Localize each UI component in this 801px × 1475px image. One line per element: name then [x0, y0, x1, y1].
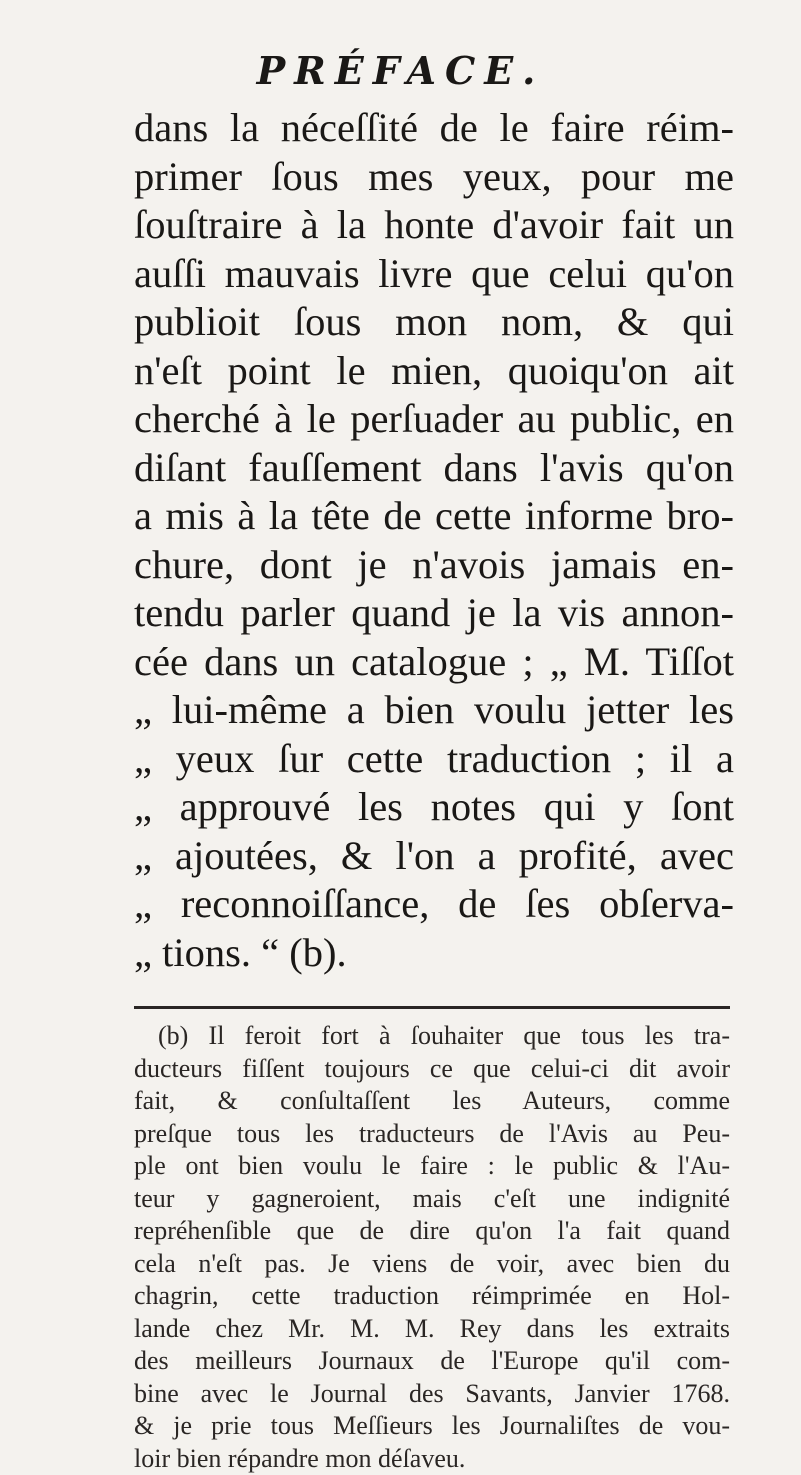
footnote-line: ple ont bien voulu le faire : le public & l'Au-	[134, 1150, 730, 1183]
main-line: „ lui-même a bien voulu jetter les	[134, 686, 734, 735]
main-line: cée dans un catalogue ; „ M. Tiſſot	[134, 638, 734, 687]
main-line: „ approuvé les notes qui y ſont	[134, 783, 734, 832]
main-line: chure, dont je n'avois jamais en-	[134, 541, 734, 590]
main-line: n'eſt point le mien, quoiqu'on ait	[134, 347, 734, 396]
footnote-line: fait, & conſultaſſent les Auteurs, comme	[134, 1085, 730, 1118]
main-line: primer ſous mes yeux, pour me	[134, 153, 734, 202]
main-line: cherché à le perſuader au public, en	[134, 395, 734, 444]
footnote-block	[134, 1020, 730, 1475]
footnote-line: loir bien répandre mon déſaveu.	[134, 1443, 730, 1475]
main-text-block	[134, 104, 734, 977]
footnote-line: cela n'eſt pas. Je viens de voir, avec bien du	[134, 1248, 730, 1281]
footnote-line: chagrin, cette traduction réimprimée en Hol-	[134, 1280, 730, 1313]
main-line: dans la néceſſité de le faire réim-	[134, 104, 734, 153]
footnote-line: lande chez Mr. M. M. Rey dans les extraits	[134, 1313, 730, 1346]
main-line: „ yeux ſur cette traduction ; il a	[134, 735, 734, 784]
footnote-separator-rule	[134, 1006, 730, 1009]
main-line: auſſi mauvais livre que celui qu'on	[134, 250, 734, 299]
footnote-line: preſque tous les traducteurs de l'Avis au Peu-	[134, 1118, 730, 1151]
main-line: diſant fauſſement dans l'avis qu'on	[134, 444, 734, 493]
footnote-line: & je prie tous Meſſieurs les Journaliſtes de vou-	[134, 1410, 730, 1443]
footnote-line: (b) Il feroit fort à ſouhaiter que tous les tra-	[134, 1020, 730, 1053]
main-line: ſouſtraire à la honte d'avoir fait un	[134, 201, 734, 250]
main-line: a mis à la tête de cette informe bro-	[134, 492, 734, 541]
main-line: tendu parler quand je la vis annon-	[134, 589, 734, 638]
main-line: „ ajoutées, & l'on a profité, avec	[134, 832, 734, 881]
footnote-line: ducteurs fiſſent toujours ce que celui-ci dit avoir	[134, 1053, 730, 1086]
footnote-line: des meilleurs Journaux de l'Europe qu'il com-	[134, 1345, 730, 1378]
main-line: publioit ſous mon nom, & qui	[134, 298, 734, 347]
running-header: PRÉFACE.	[0, 48, 801, 93]
main-line: „ tions. “ (b).	[134, 929, 734, 978]
footnote-line: teur y gagneroient, mais c'eſt une indignité	[134, 1183, 730, 1216]
footnote-line: repréhenſible que de dire qu'on l'a fait quand	[134, 1215, 730, 1248]
footnote-line: bine avec le Journal des Savants, Janvier 1768.	[134, 1378, 730, 1411]
main-line: „ reconnoiſſance, de ſes obſerva-	[134, 880, 734, 929]
